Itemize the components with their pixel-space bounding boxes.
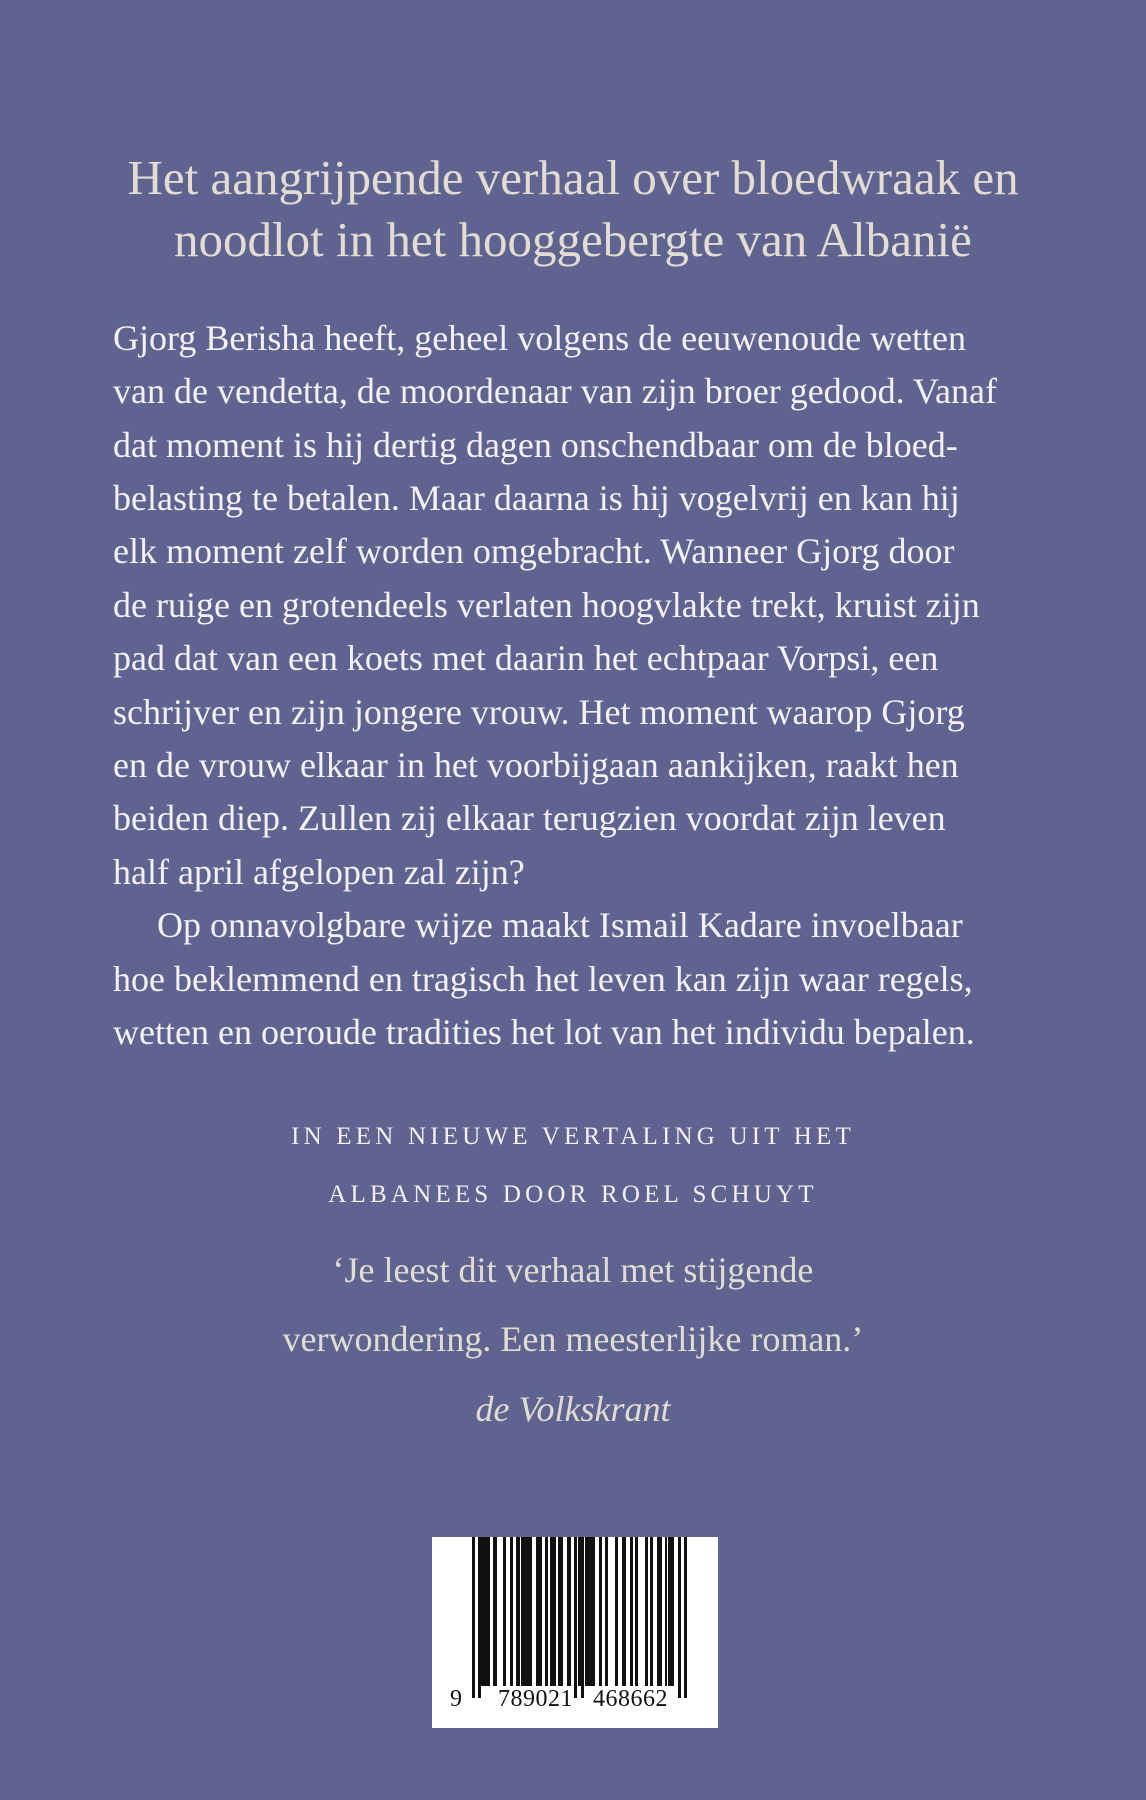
quote-source: de Volkskrant (475, 1389, 671, 1429)
quote-line-1: ‘Je leest dit verhaal met stijgende (332, 1250, 814, 1290)
credit-line-1: IN EEN NIEUWE VERTALING UIT HET (291, 1123, 855, 1150)
blurb-line: en de vrouw elkaar in het voorbijgaan aankijken, raakt hen (113, 745, 959, 785)
blurb-line: wetten en oeroude tradities het lot van het individu bepalen. (113, 1012, 975, 1052)
blurb-line: pad dat van een koets met daarin het echtpaar Vorpsi, een (113, 638, 939, 678)
tagline-line-2: noodlot in het hooggebergte van Albanië (174, 212, 972, 267)
isbn-lead-digit: 9 (450, 1686, 463, 1712)
blurb-line: elk moment zelf worden omgebracht. Wanneer Gjorg door (113, 531, 955, 571)
isbn-group-2: 468662 (593, 1686, 668, 1712)
blurb-line: half april afgelopen zal zijn? (113, 852, 525, 892)
blurb-line: van de vendetta, de moordenaar van zijn broer gedood. Vanaf (113, 371, 997, 411)
blurb-line: Gjorg Berisha heeft, geheel volgens de eeuwenoude wetten (113, 318, 967, 358)
credit-line-2: ALBANEES DOOR ROEL SCHUYT (328, 1181, 818, 1208)
blurb-line: beiden diep. Zullen zij elkaar terugzien voordat zijn leven (113, 798, 946, 838)
blurb-line: Op onnavolgbare wijze maakt Ismail Kadare invoelbaar (157, 905, 963, 945)
isbn-group-1: 789021 (498, 1686, 573, 1712)
blurb-line: schrijver en zijn jongere vrouw. Het moment waarop Gjorg (113, 692, 965, 732)
isbn-barcode (432, 1537, 718, 1728)
blurb-line: dat moment is hij dertig dagen onschendbaar om de bloed- (113, 425, 958, 465)
blurb-line: hoe beklemmend en tragisch het leven kan zijn waar regels, (113, 959, 973, 999)
barcode-bars (472, 1537, 688, 1687)
tagline-line-1: Het aangrijpende verhaal over bloedwraak en (127, 150, 1019, 205)
quote-line-2: verwondering. Een meesterlijke roman.’ (282, 1319, 864, 1359)
blurb-line: de ruige en grotendeels verlaten hoogvlakte trekt, kruist zijn (113, 585, 980, 625)
blurb-line: belasting te betalen. Maar daarna is hij vogelvrij en kan hij (113, 478, 960, 518)
